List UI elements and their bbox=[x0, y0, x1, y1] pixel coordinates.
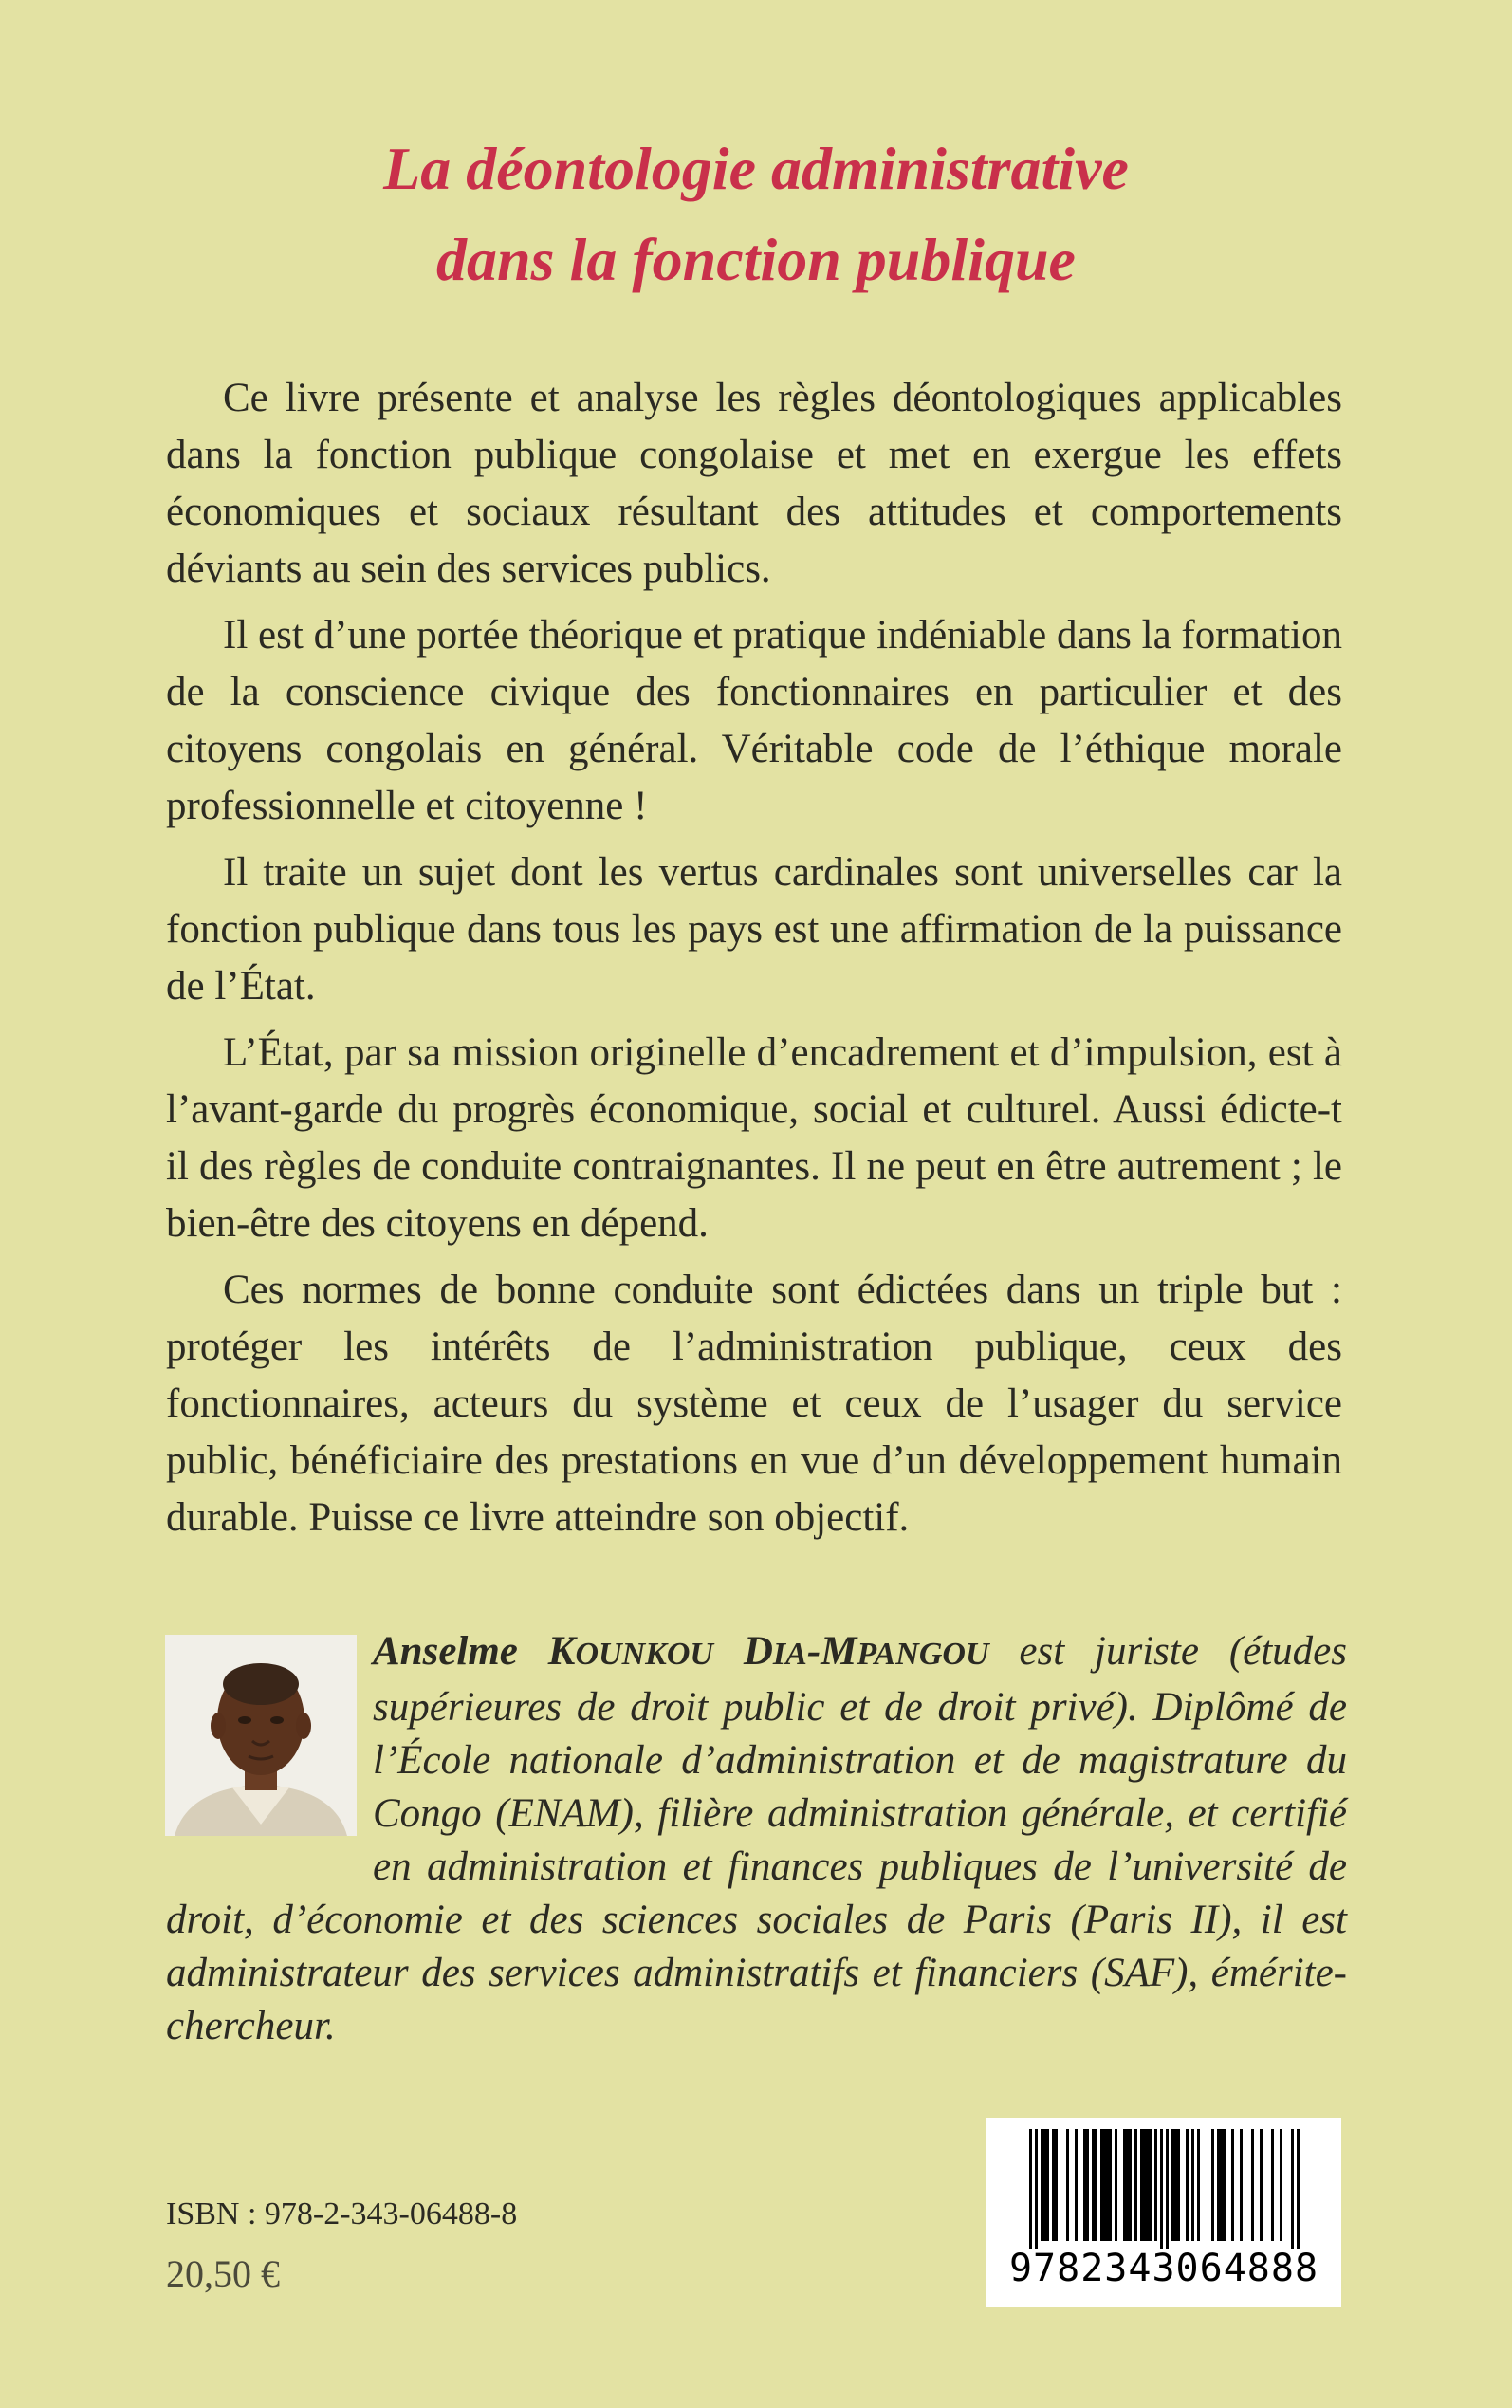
barcode bbox=[986, 2118, 1341, 2307]
blurb bbox=[166, 370, 1342, 1556]
barcode-bar bbox=[1186, 2129, 1189, 2241]
author-bio bbox=[166, 1625, 1347, 2053]
barcode-bar bbox=[1126, 2129, 1129, 2241]
barcode-bar bbox=[1154, 2129, 1157, 2241]
title-line-1: La déontologie administrative bbox=[383, 135, 1129, 202]
barcode-bar bbox=[1160, 2129, 1163, 2249]
barcode-bar bbox=[1220, 2129, 1223, 2241]
blurb-paragraph-2: Il est d’une portée théorique et pratique indéniable dans la formation de la conscience civique des fonctionnaires en particulier et des citoyens congolais en général. Véritable code de l’éthique morale professionnelle et citoyenne ! bbox=[166, 613, 1342, 828]
barcode-bar bbox=[1100, 2129, 1103, 2241]
barcode-bar bbox=[1066, 2129, 1069, 2241]
barcode-bar bbox=[1109, 2129, 1112, 2241]
title-line-2: dans la fonction publique bbox=[436, 226, 1076, 293]
barcode-bar bbox=[1291, 2129, 1294, 2249]
barcode-bar bbox=[1260, 2129, 1263, 2241]
barcode-bar bbox=[1166, 2129, 1169, 2249]
barcode-bar bbox=[1143, 2129, 1146, 2241]
barcode-bar bbox=[1115, 2129, 1117, 2241]
blurb-paragraph-5: Ces normes de bonne conduite sont édictées dans un triple but : protéger les intérêts de l’administration publique, ceux des fonctionnaires, acteurs du système et ceux de l’usager du service public, bénéficiaire des prestations en vue d’un développement humain durable. Puisse ce livre atteindre son objectif. bbox=[166, 1268, 1342, 1540]
barcode-bar bbox=[1149, 2129, 1152, 2241]
barcode-bar bbox=[1271, 2129, 1274, 2241]
barcode-bar bbox=[1052, 2129, 1055, 2241]
barcode-bar bbox=[1177, 2129, 1180, 2241]
barcode-bar bbox=[1140, 2129, 1143, 2241]
barcode-bar bbox=[1055, 2129, 1058, 2241]
author-name: Anselme KOUNKOU DIA-MPANGOU bbox=[373, 1629, 989, 1674]
barcode-bar bbox=[1171, 2129, 1174, 2241]
barcode-bar bbox=[1029, 2129, 1032, 2249]
barcode-bar bbox=[1134, 2129, 1137, 2241]
barcode-bar bbox=[1251, 2129, 1254, 2241]
barcode-bar bbox=[1146, 2129, 1149, 2241]
barcode-bar bbox=[1129, 2129, 1132, 2241]
barcode-bar bbox=[1223, 2129, 1226, 2241]
barcode-bar bbox=[1106, 2129, 1109, 2241]
barcode-bar bbox=[1231, 2129, 1234, 2241]
barcode-bar bbox=[1297, 2129, 1300, 2249]
barcode-bar bbox=[1092, 2129, 1095, 2241]
barcode-bar bbox=[1217, 2129, 1220, 2241]
blurb-paragraph-3: Il traite un sujet dont les vertus cardinales sont universelles car la fonction publique dans tous les pays est une affirmation de la puissance de l’État. bbox=[166, 850, 1342, 1009]
barcode-bar bbox=[1083, 2129, 1086, 2241]
barcode-bar bbox=[1197, 2129, 1200, 2241]
price: 20,50 € bbox=[166, 2252, 280, 2295]
author-bio-text: est juriste (études supérieures de droit public et de droit privé). Diplômé de l’École nationale d’administration et de magistrature du Congo (ENAM), filière administration générale, et certifié en administration et finances publiques de l’université de droit, d’économie et des sciences sociales de Paris (Paris II), il est administrateur des services administratifs et financiers (SAF), émérite-chercheur. bbox=[166, 1629, 1347, 2048]
barcode-bar bbox=[1075, 2129, 1078, 2241]
barcode-bar bbox=[1095, 2129, 1097, 2241]
barcode-digits: 9782343064888 bbox=[1008, 2247, 1319, 2290]
barcode-bar bbox=[1086, 2129, 1089, 2241]
isbn: ISBN : 978-2-343-06488-8 bbox=[166, 2196, 518, 2232]
barcode-bar bbox=[1211, 2129, 1214, 2241]
barcode-bar bbox=[1240, 2129, 1243, 2241]
barcode-bar bbox=[1191, 2129, 1194, 2241]
barcode-bar bbox=[1043, 2129, 1046, 2241]
book-title bbox=[0, 123, 1512, 306]
barcode-bar bbox=[1046, 2129, 1049, 2241]
barcode-bar bbox=[1174, 2129, 1177, 2241]
barcode-bar bbox=[1035, 2129, 1038, 2249]
blurb-paragraph-1: Ce livre présente et analyse les règles déontologiques applicables dans la fonction publique congolaise et met en exergue les effets économiques et sociaux résultant des attitudes et comportements déviants au sein des services publics. bbox=[166, 376, 1342, 591]
barcode-bar bbox=[1123, 2129, 1126, 2241]
blurb-paragraph-4: L’État, par sa mission originelle d’encadrement et d’impulsion, est à l’avant-garde du progrès économique, social et culturel. Aussi édicte-t il des règles de conduite contraignantes. Il ne peut en être autrement ; le bien-être des citoyens en dépend. bbox=[166, 1030, 1342, 1246]
barcode-bar bbox=[1103, 2129, 1106, 2241]
barcode-bar bbox=[1041, 2129, 1043, 2241]
barcode-bar bbox=[1280, 2129, 1282, 2241]
